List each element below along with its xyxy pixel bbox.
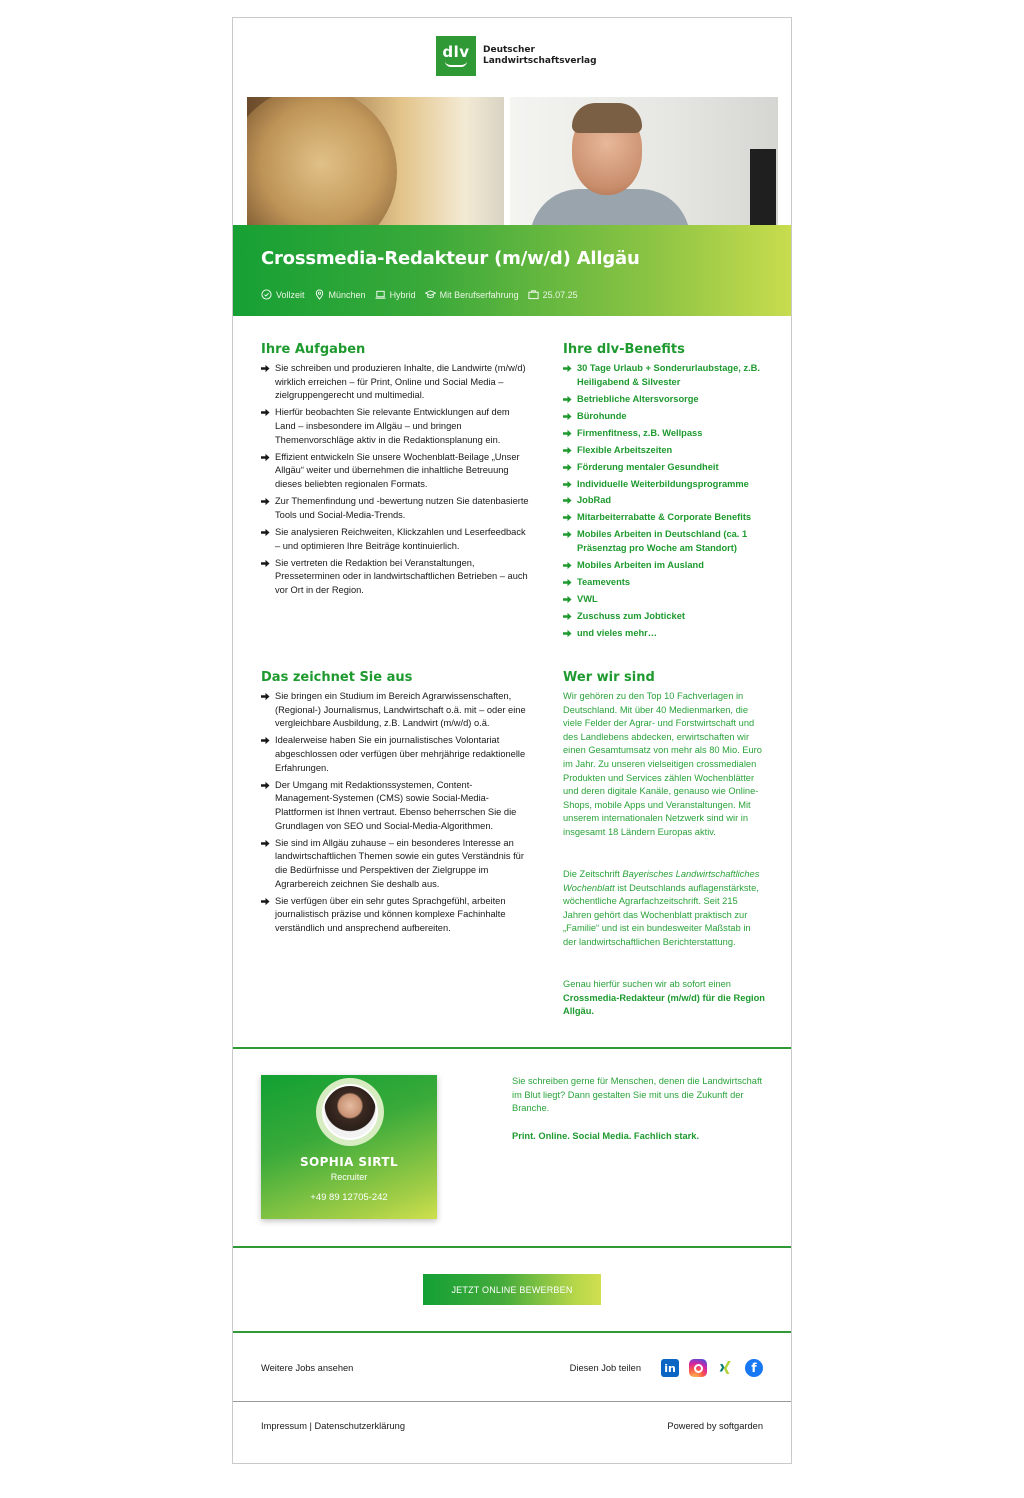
arrow-right-icon: [261, 497, 270, 506]
pitch-text: Sie schreiben gerne für Menschen, denen die Landwirtschaft im Blut liegt? Dann gestalten Sie mit uns die Zukunft der Branche.: [512, 1076, 763, 1114]
arrow-right-icon: [261, 453, 270, 462]
list-item: JobRad: [563, 494, 763, 508]
logo-line-1: Deutscher: [483, 45, 535, 55]
list-item: Hierfür beobachten Sie relevante Entwicklungen auf dem Land – insbesondere im Allgäu – und bringen Themenvorschläge aktiv in die Redaktionsplanung ein.: [261, 406, 529, 447]
footer-share-row: [261, 1359, 763, 1377]
avatar-ring: [316, 1078, 384, 1146]
arrow-right-icon: [261, 692, 270, 701]
arrow-right-icon: [563, 429, 572, 438]
dlv-logo-mark: [436, 36, 476, 76]
arrow-right-icon: [261, 736, 270, 745]
legal-links[interactable]: Impressum | Datenschutzerklärung: [261, 1421, 405, 1431]
meta-employment: Vollzeit: [261, 289, 305, 300]
list-item: Betriebliche Altersvorsorge: [563, 393, 763, 407]
list-item: Sie analysieren Reichweiten, Klickzahlen und Leserfeedback – und optimieren Ihre Beiträge kontinuierlich.: [261, 526, 529, 553]
logo-mark-text: dlv: [442, 43, 470, 61]
list-item: Firmenfitness, z.B. Wellpass: [563, 427, 763, 441]
company-logo[interactable]: [436, 36, 597, 76]
divider: [233, 1047, 791, 1049]
apply-online-button[interactable]: JETZT ONLINE BEWERBEN: [423, 1274, 601, 1305]
list-item: Idealerweise haben Sie ein journalistisches Volontariat abgeschlossen oder verfügen über mehrjährige redaktionelle Erfahrungen.: [261, 734, 529, 775]
section-title-aufgaben: Ihre Aufgaben: [261, 342, 366, 357]
list-item: Zuschuss zum Jobticket: [563, 610, 763, 624]
list-item: Sie bringen ein Studium im Bereich Agrarwissenschaften, (Regional-) Journalismus, Landwirtschaft o.ä. mit – oder eine vergleichbare Ausbildung, z.B. Landwirt (m/w/d) o.ä.: [261, 690, 529, 731]
location-pin-icon: [314, 289, 325, 300]
list-item: Sie sind im Allgäu zuhause – ein besonderes Interesse an landwirtschaftlichen Themen sowie ein gutes Verständnis für die Bedürfnisse und Perspektiven der Zielgruppe im Agrarbereich zeichnen Sie deshalb aus.: [261, 837, 529, 891]
logo-wordmark: [483, 45, 597, 67]
arrow-right-icon: [261, 839, 270, 848]
arrow-right-icon: [563, 395, 572, 404]
arrow-right-icon: [563, 480, 572, 489]
list-item: Effizient entwickeln Sie unsere Wochenblatt-Beilage „Unser Allgäu“ weiter und übernehmen die inhaltliche Betreuung dieses beliebten regionalen Formats.: [261, 451, 529, 492]
benefits-list: [563, 362, 763, 644]
list-item: Sie verfügen über ein sehr gutes Sprachgefühl, arbeiten journalistisch präzise und können komplexe Fachinhalte verständlich und ansprechend aufbereiten.: [261, 895, 529, 936]
aufgaben-list: [261, 362, 529, 601]
arrow-right-icon: [261, 528, 270, 537]
recruiter-name: SOPHIA SIRTL: [299, 1155, 399, 1169]
powered-by[interactable]: Powered by softgarden: [667, 1421, 763, 1431]
divider: [233, 1401, 791, 1402]
section-title-benefits: Ihre dlv-Benefits: [563, 342, 685, 357]
meta-experience: Mit Berufserfahrung: [425, 289, 519, 300]
arrow-right-icon: [563, 530, 572, 539]
section-title-profil: Das zeichnet Sie aus: [261, 670, 413, 685]
share-bar: [570, 1359, 763, 1377]
about-paragraph-2: Die Zeitschrift Bayerisches Landwirtschaftliches Wochenblatt ist Deutschlands auflagenstärkste, wöchentliche Agrarfachzeitschrift. Seit 215 Jahren gehört das Wochenblatt praktisch zur „Familie“ und ist ein bundesweiter Maßstab in der landwirtschaftlichen Berichterstattung.: [563, 869, 760, 947]
profil-list: [261, 690, 529, 939]
clock-check-icon: [261, 289, 272, 300]
list-item: Mobiles Arbeiten in Deutschland (ca. 1 Präsenztag pro Woche am Standort): [563, 528, 763, 555]
arrow-right-icon: [261, 781, 270, 790]
list-item: Individuelle Weiterbildungsprogramme: [563, 478, 763, 492]
list-item: Mobiles Arbeiten im Ausland: [563, 559, 763, 573]
job-ad-card: [232, 17, 792, 1464]
section-title-about: Wer wir sind: [563, 670, 655, 685]
facebook-icon[interactable]: f: [745, 1359, 763, 1377]
laptop-icon: [375, 289, 386, 300]
recruiter-role: Recruiter: [330, 1172, 368, 1182]
list-item: VWL: [563, 593, 763, 607]
list-item: Mitarbeiterrabatte & Corporate Benefits: [563, 511, 763, 525]
arrow-right-icon: [563, 595, 572, 604]
more-jobs-link[interactable]: Weitere Jobs ansehen: [261, 1363, 354, 1373]
arrow-right-icon: [261, 559, 270, 568]
briefcase-icon: [528, 289, 539, 300]
list-item: Zur Themenfindung und -bewertung nutzen Sie datenbasierte Tools und Social-Media-Trends.: [261, 495, 529, 522]
list-item: Der Umgang mit Redaktionssystemen, Content-Management-Systemen (CMS) sowie Social-Media-Plattformen ist Ihnen vertraut. Ebenso beherrschen Sie die Grundlagen von SEO und Social-Media-Algorithmen.: [261, 779, 529, 833]
arrow-right-icon: [563, 463, 572, 472]
meta-workmode: Hybrid: [375, 289, 416, 300]
about-paragraph-3: Genau hierfür suchen wir ab sofort einen Crossmedia-Redakteur (m/w/d) für die Region Allgäu.: [563, 979, 765, 1017]
list-item: Sie vertreten die Redaktion bei Veranstaltungen, Presseterminen oder in landwirtschaftlichen Betrieben – auch vor Ort in der Region.: [261, 557, 529, 598]
job-meta: [261, 289, 587, 300]
xing-icon[interactable]: [717, 1359, 735, 1377]
list-item: Förderung mentaler Gesundheit: [563, 461, 763, 475]
share-label: Diesen Job teilen: [569, 1363, 641, 1373]
hero-photo-right: [510, 97, 778, 225]
instagram-icon[interactable]: [689, 1359, 707, 1377]
arrow-right-icon: [563, 513, 572, 522]
logo-smile-icon: [445, 61, 467, 67]
job-title-bar: [233, 225, 791, 316]
meta-location: München: [314, 289, 366, 300]
list-item: 30 Tage Urlaub + Sonderurlaubstage, z.B. Heiligabend & Silvester: [563, 362, 763, 389]
list-item: Bürohunde: [563, 410, 763, 424]
hero-image: [247, 97, 778, 225]
arrow-right-icon: [261, 364, 270, 373]
arrow-right-icon: [563, 412, 572, 421]
arrow-right-icon: [563, 364, 572, 373]
footer-legal-row: [261, 1421, 763, 1431]
pitch-tagline: Print. Online. Social Media. Fachlich stark.: [512, 1131, 700, 1141]
about-paragraph-1: Wir gehören zu den Top 10 Fachverlagen in Deutschland. Mit über 40 Medienmarken, die viele Felder der Agrar- und Forstwirtschaft und des Landlebens abdecken, erwirtschaften wir einen Gesamtumsatz von mehr als 80 Mio. Euro im Jahr. Zu unseren vielseitigen crossmedialen Produkten und Services zählen Wochenblätter und deren digitale Kanäle, genauso wie Online-Shops, mobile Apps und Veranstaltungen. Mit unserem internationalen Netzwerk sind wir in insgesamt 18 Ländern Europas aktiv.: [563, 691, 762, 837]
logo-line-2: Landwirtschaftsverlag: [483, 56, 597, 66]
arrow-right-icon: [261, 408, 270, 417]
recruiter-phone-link[interactable]: +49 89 12705-242: [310, 1192, 388, 1203]
job-title: Crossmedia-Redakteur (m/w/d) Allgäu: [261, 248, 640, 269]
hero-photo-left: [247, 97, 504, 225]
list-item: Teamevents: [563, 576, 763, 590]
list-item: und vieles mehr…: [563, 627, 763, 641]
meta-date: 25.07.25: [528, 289, 578, 300]
list-item: Sie schreiben und produzieren Inhalte, die Landwirte (m/w/d) wirklich erreichen – für Print, Online und Social Media – zielgruppengerecht und multimedial.: [261, 362, 529, 403]
avatar: [322, 1084, 378, 1140]
graduation-cap-icon: [425, 289, 436, 300]
arrow-right-icon: [563, 629, 572, 638]
arrow-right-icon: [563, 496, 572, 505]
arrow-right-icon: [563, 578, 572, 587]
divider: [233, 1331, 791, 1333]
list-item: Flexible Arbeitszeiten: [563, 444, 763, 458]
arrow-right-icon: [563, 446, 572, 455]
linkedin-icon[interactable]: in: [661, 1359, 679, 1377]
divider: [233, 1246, 791, 1248]
arrow-right-icon: [261, 897, 270, 906]
arrow-right-icon: [563, 561, 572, 570]
recruiter-card: [261, 1075, 437, 1219]
arrow-right-icon: [563, 612, 572, 621]
